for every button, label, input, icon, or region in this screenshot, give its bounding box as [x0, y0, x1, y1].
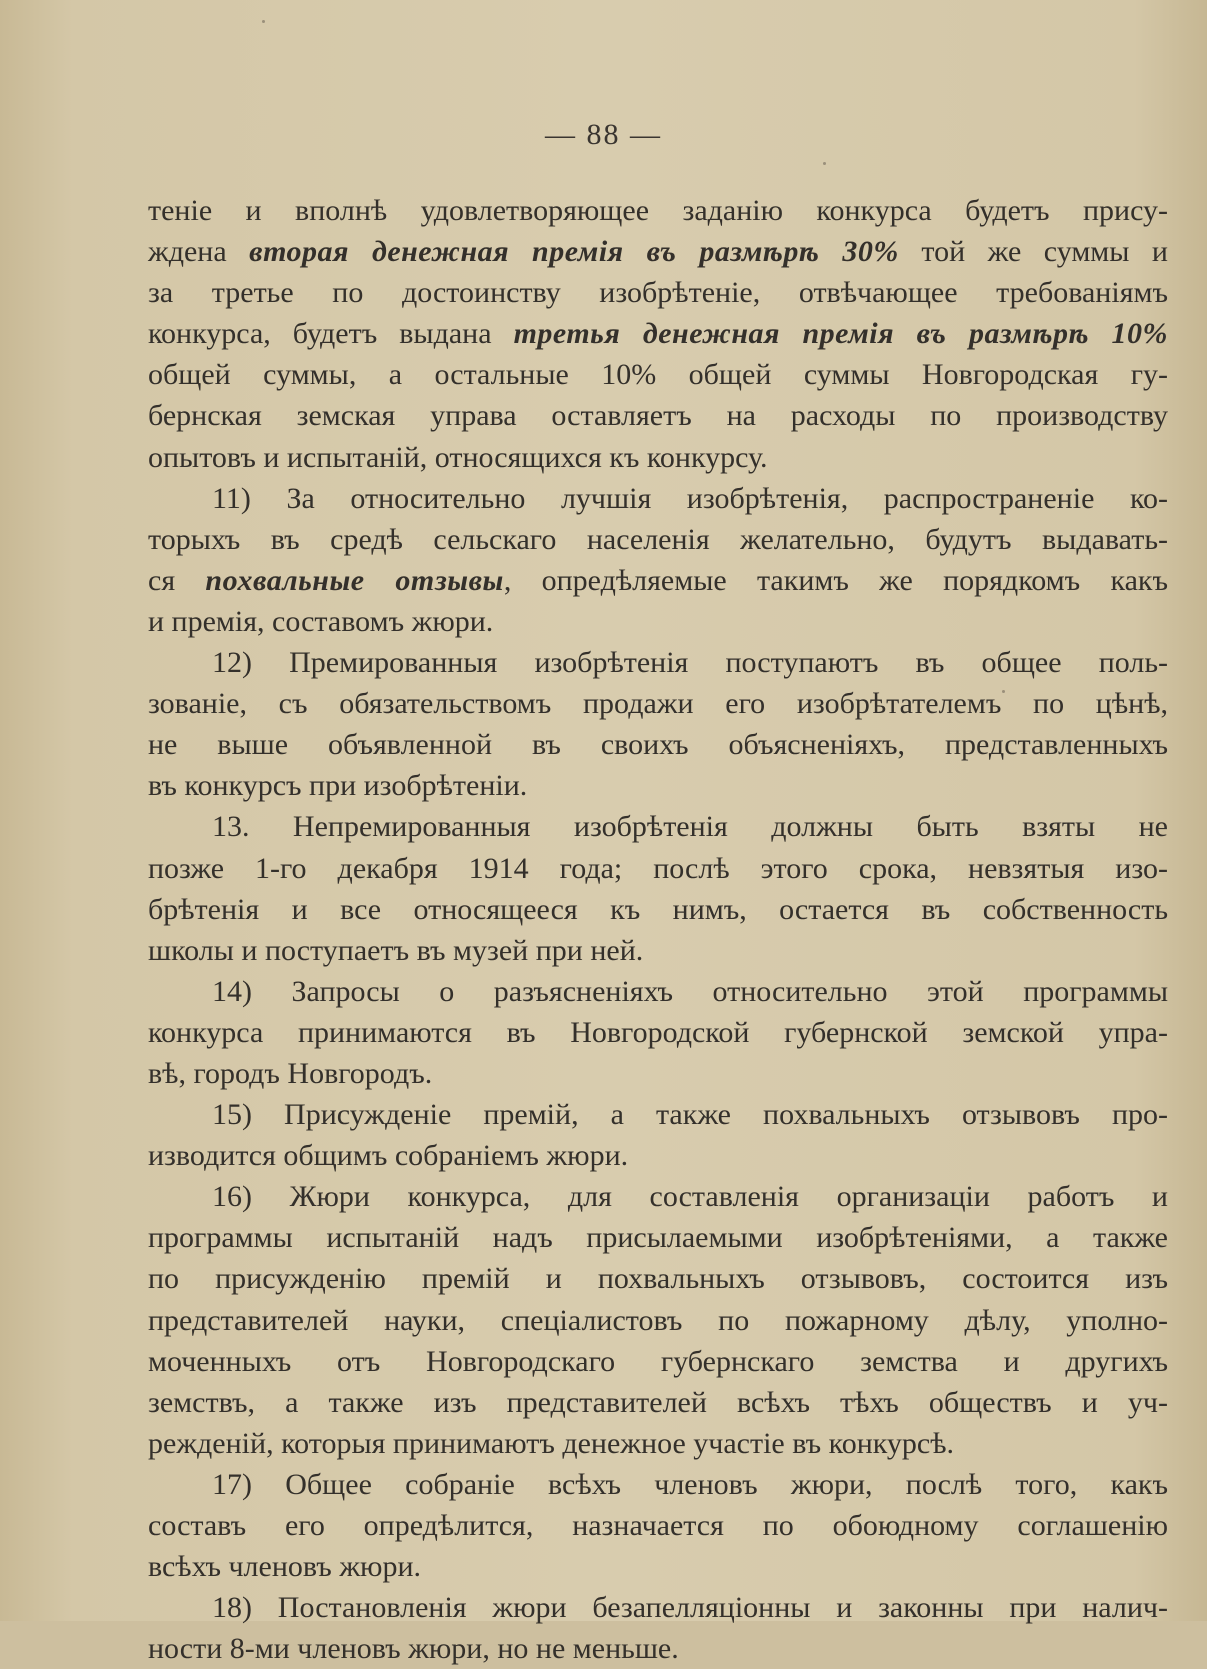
text-run: 12) Премированныя изобрѣтенія поступаютъ въ общее поль-: [212, 646, 1168, 680]
paper-speck: [823, 162, 826, 165]
text-line: [148, 313, 1168, 354]
text-run: по присужденію премій и похвальныхъ отзывовъ, состоится изъ: [148, 1262, 1168, 1296]
text-run: ся: [148, 563, 206, 597]
text-line: [148, 765, 1168, 806]
text-run: режденій, которыя принимаютъ денежное участіе въ конкурсѣ.: [148, 1426, 955, 1460]
text-line: [148, 889, 1168, 930]
text-run: представителей науки, спеціалистовъ по пожарному дѣлу, уполно-: [148, 1303, 1168, 1337]
text-line: [148, 1546, 1168, 1587]
text-run: программы испытаній надъ присылаемыми изобрѣтеніями, а также: [148, 1221, 1168, 1255]
text-run: позже 1-го декабря 1914 года; послѣ этого срока, невзятыя изо-: [148, 851, 1168, 885]
text-line: [148, 642, 1168, 683]
text-run: 11) За относительно лучшія изобрѣтенія, распространеніе ко-: [212, 481, 1168, 515]
text-run: и премія, составомъ жюри.: [148, 604, 494, 638]
text-line: [148, 1382, 1168, 1423]
text-line: [148, 1505, 1168, 1546]
text-line: [148, 1258, 1168, 1299]
text-run: конкурса принимаются въ Новгородской губернской земской упра-: [148, 1015, 1168, 1049]
text-run: вѣ, городъ Новгородъ.: [148, 1056, 433, 1090]
text-run: 17) Общее собраніе всѣхъ членовъ жюри, послѣ того, какъ: [212, 1467, 1168, 1501]
text-run: не выше объявленной въ своихъ объясненіяхъ, представленныхъ: [148, 728, 1168, 762]
text-run: изводится общимъ собраніемъ жюри.: [148, 1139, 629, 1173]
text-line: [148, 1587, 1168, 1628]
text-run: общей суммы, а остальные 10% общей суммы Новгородская гу-: [148, 358, 1168, 392]
text-line: [148, 1135, 1168, 1176]
text-run: 15) Присужденіе премій, а также похвальныхъ отзывовъ про-: [212, 1098, 1168, 1132]
text-run: торыхъ въ средѣ сельскаго населенія желательно, будутъ выдавать-: [148, 522, 1168, 556]
text-line: [148, 1341, 1168, 1382]
emphasized-text: вторая денежная премія въ размѣрѣ 30%: [249, 235, 899, 269]
text-line: [148, 478, 1168, 519]
text-line: [148, 190, 1168, 231]
emphasized-text: третья денежная премія въ размѣрѣ 10%: [513, 317, 1168, 351]
text-run: 16) Жюри конкурса, для составленія организаціи работъ и: [212, 1180, 1168, 1214]
text-run: школы и поступаетъ въ музей при ней.: [148, 933, 644, 967]
text-run: въ конкурсъ при изобрѣтеніи.: [148, 769, 528, 803]
text-line: [148, 560, 1168, 601]
text-run: составъ его опредѣлится, назначается по обоюдному соглашенію: [148, 1509, 1168, 1542]
text-run: ждена: [148, 235, 250, 269]
text-line: [148, 1094, 1168, 1135]
text-line: [148, 848, 1168, 889]
text-run: моченныхъ отъ Новгородскаго губернскаго земства и другихъ: [148, 1344, 1168, 1378]
text-run: опытовъ и испытаній, относящихся къ конкурсу.: [148, 440, 768, 474]
text-line: [148, 683, 1168, 724]
text-line: [148, 1053, 1168, 1094]
text-run: земствъ, а также изъ представителей всѣхъ тѣхъ обществъ и уч-: [148, 1385, 1168, 1419]
text-run: 14) Запросы о разъясненіяхъ относительно этой программы: [212, 974, 1168, 1008]
text-line: [148, 1628, 1168, 1669]
text-line: [148, 1300, 1168, 1341]
text-run: той же суммы и: [898, 235, 1168, 269]
text-line: [148, 231, 1168, 272]
text-line: [148, 930, 1168, 971]
text-run: за третье по достоинству изобрѣтеніе, отвѣчающее требованіямъ: [148, 276, 1168, 310]
text-run: бернская земская управа оставляетъ на расходы по производству: [148, 399, 1168, 433]
text-run: конкурса, будетъ выдана: [148, 317, 514, 351]
text-line: [148, 1012, 1168, 1053]
paper-speck: [262, 20, 265, 23]
text-line: [148, 1217, 1168, 1258]
text-run: 13. Непремированныя изобрѣтенія должны быть взяты не: [212, 810, 1168, 844]
text-line: [148, 1176, 1168, 1217]
text-line: [148, 354, 1168, 395]
text-line: [148, 601, 1168, 642]
text-line: [148, 437, 1168, 478]
text-run: всѣхъ членовъ жюри.: [148, 1550, 422, 1584]
text-line: [148, 806, 1168, 847]
document-body: [148, 190, 1168, 1669]
text-run: теніе и вполнѣ удовлетворяющее заданію конкурса будетъ прису-: [148, 194, 1168, 227]
text-line: [148, 971, 1168, 1012]
emphasized-text: похвальные отзывы: [205, 563, 504, 597]
page-number: — 88 —: [545, 118, 662, 151]
text-line: [148, 272, 1168, 313]
text-run: , опредѣляемые такимъ же порядкомъ какъ: [503, 563, 1168, 597]
text-line: [148, 724, 1168, 765]
text-line: [148, 395, 1168, 436]
text-run: зованіе, съ обязательствомъ продажи его изобрѣтателемъ по цѣнѣ,: [148, 687, 1168, 721]
text-line: [148, 1423, 1168, 1464]
text-run: брѣтенія и все относящееся къ нимъ, остается въ собственность: [148, 892, 1168, 926]
text-line: [148, 519, 1168, 560]
text-line: [148, 1464, 1168, 1505]
text-run: ности 8-ми членовъ жюри, но не меньше.: [148, 1632, 679, 1666]
text-run: 18) Постановленія жюри безапелляціонны и законны при налич-: [212, 1591, 1168, 1625]
